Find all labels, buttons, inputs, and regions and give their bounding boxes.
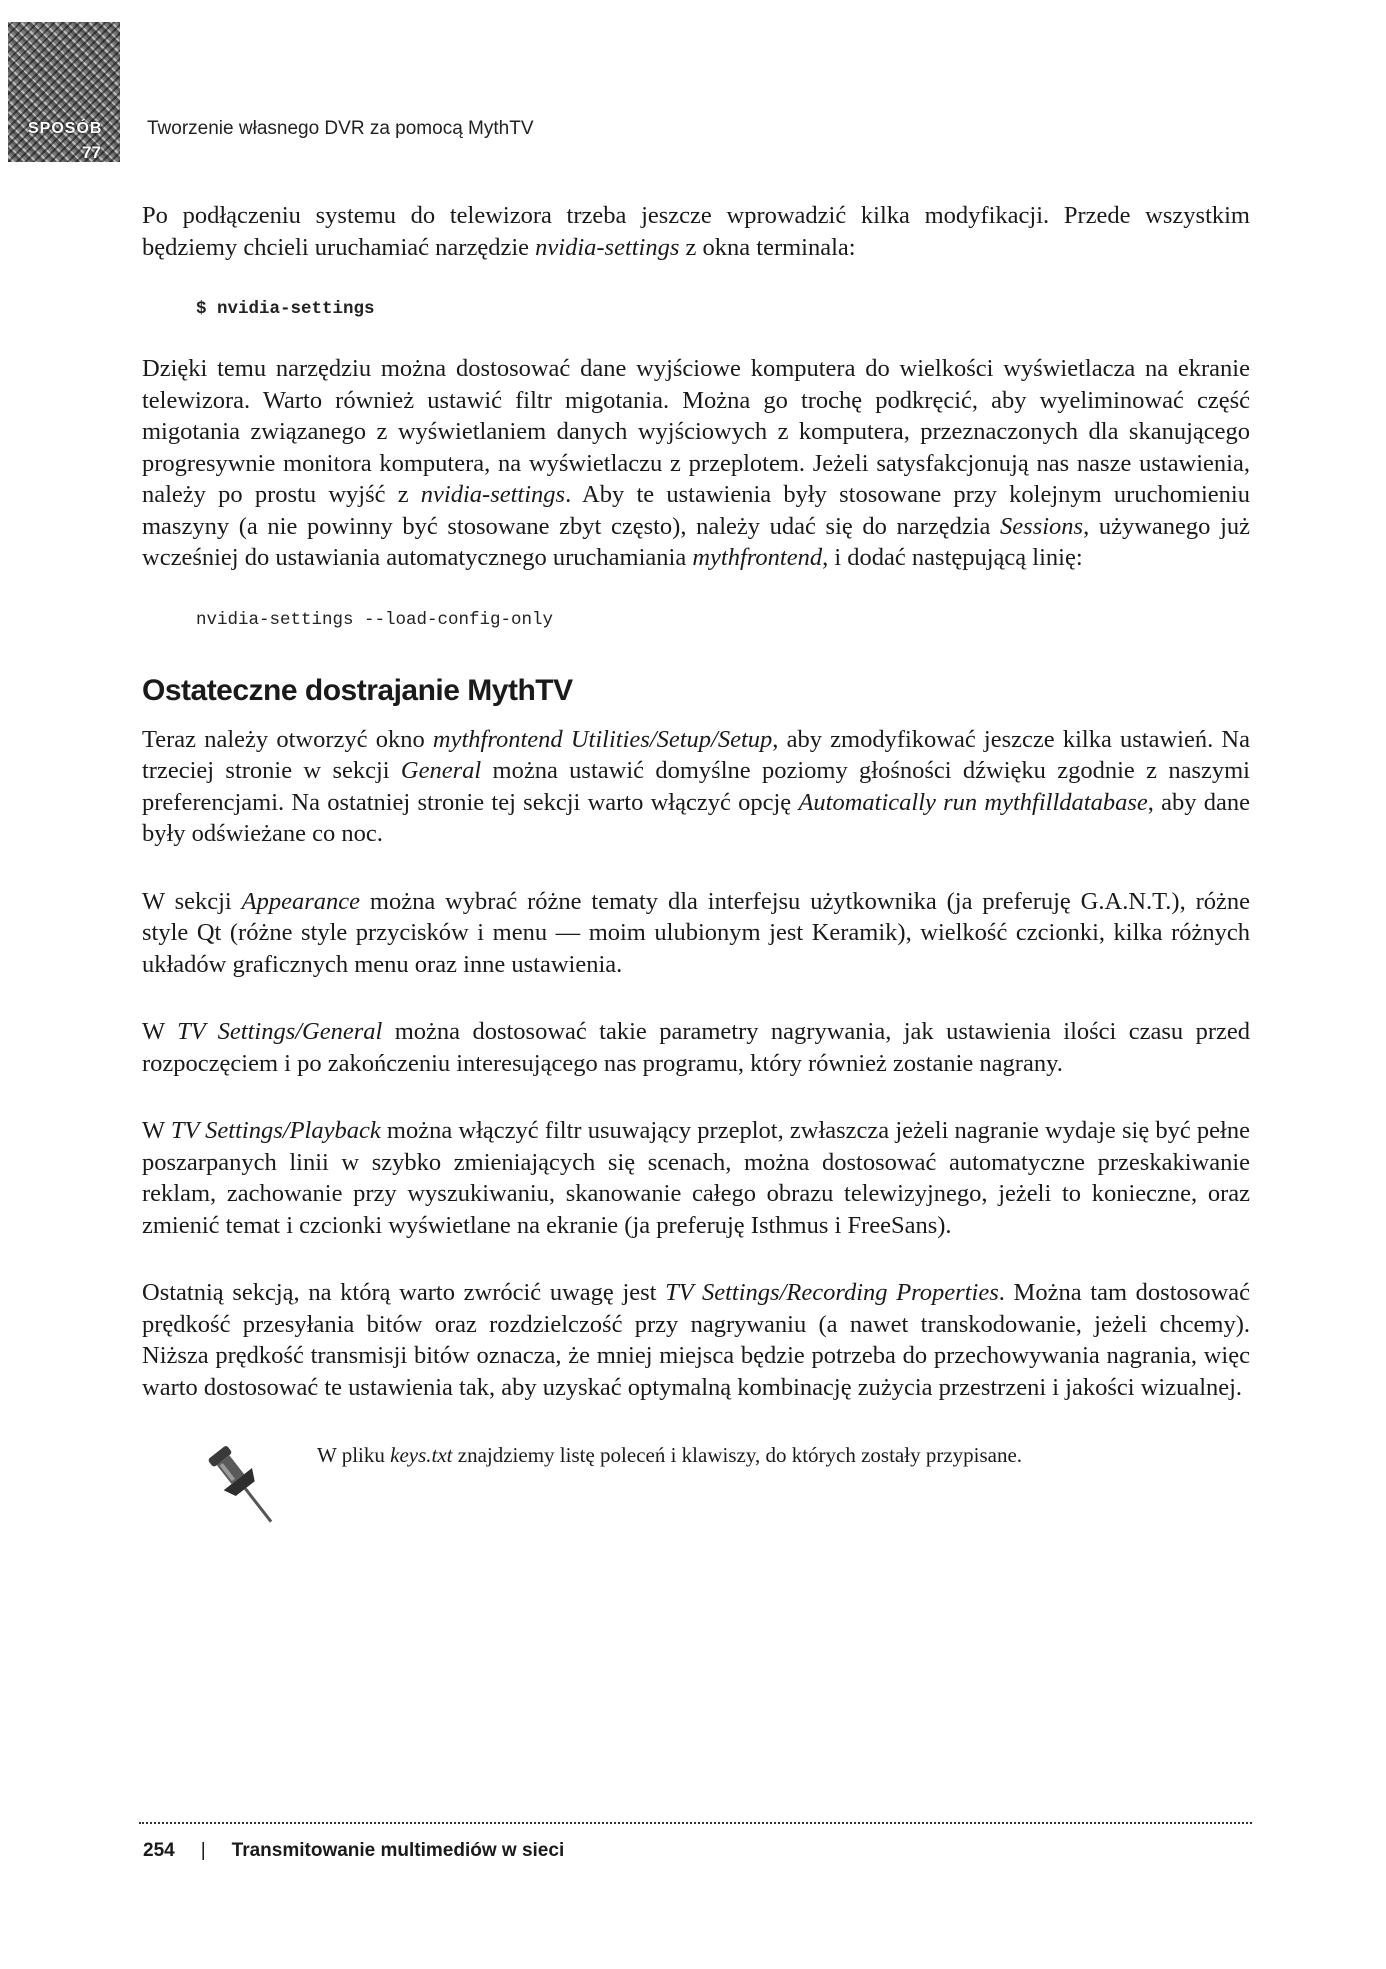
page-number: 254 [143,1840,175,1861]
code-block-1: $ nvidia-settings [196,299,375,319]
badge-word: SPOSÓB [28,120,103,137]
section-heading: Ostateczne dostrajanie MythTV [142,673,573,707]
footer-separator: | [200,1840,206,1861]
page-footer [143,1840,564,1862]
pushpin-icon [202,1439,286,1535]
footer-rule [139,1822,1252,1824]
paragraph-6: W TV Settings/Playback można włączyć filtr usuwający przeplot, zwłaszcza jeżeli nagranie wydaje się być pełne poszarpanych linii w szybko zmieniających się scenach, można dostosować automatyczne przeskakiwanie reklam, zachowanie przy wyszukiwaniu, skanowanie całego obrazu telewizyjnego, jeżeli to konieczne, oraz zmienić temat i czcionki wyświetlane na ekranie (ja preferuję Isthmus i FreeSans). [142,1117,1250,1239]
page-content [142,200,1250,1539]
section-badge [8,22,120,162]
badge-number: 77 [82,143,101,162]
paragraph-1: Po podłączeniu systemu do telewizora trzeba jeszcze wprowadzić kilka modyfikacji. Przede wszystkim będziemy chcieli uruchamiać narzędzie nvidia-settings z okna terminala: [142,202,1250,261]
paragraph-7: Ostatnią sekcją, na którą warto zwrócić uwagę jest TV Settings/Recording Properties. Można tam dostosować prędkość przesyłania bitów oraz rozdzielczość przy nagrywaniu (a nawet transkodowanie, jeżeli chcemy). Niższa prędkość transmisji bitów oznacza, że mniej miejsca będzie potrzeba do przechowywania nagrania, więc warto dostosować te ustawienia tak, aby uzyskać optymalną kombinację zużycia przestrzeni i jakości wizualnej. [142,1279,1251,1401]
note-box [142,1439,1250,1539]
chapter-title: Transmitowanie multimediów w sieci [231,1840,565,1861]
running-head: Tworzenie własnego DVR za pomocą MythTV [147,118,534,139]
paragraph-5: W TV Settings/General można dostosować takie parametry nagrywania, jak ustawienia ilości czasu przed rozpoczęciem i po zakończeniu interesującego nas programu, który również zostanie nagrany. [142,1018,1250,1077]
paragraph-3: Teraz należy otworzyć okno mythfrontend Utilities/Setup/Setup, aby zmodyfikować jeszcze kilka ustawień. Na trzeciej stronie w sekcji General można ustawić domyślne poziomy głośności dźwięku zgodnie z naszymi preferencjami. Na ostatniej stronie tej sekcji warto włączyć opcję Automatically run mythfilldatabase, aby dane były odświeżane co noc. [142,725,1251,847]
paragraph-2: Dzięki temu narzędziu można dostosować dane wyjściowe komputera do wielkości wyświetlacza na ekranie telewizora. Warto również ustawić filtr migotania. Można go trochę podkręcić, aby wyeliminować część migotania związanego z wyświetlaniem danych wyjściowych z komputera, przeznaczonych dla skanującego progresywnie monitora komputera, na wyświetlaczu z przeplotem. Jeżeli satysfakcjonują nas nasze ustawienia, należy po prostu wyjść z nvidia-settings. Aby te ustawienia były stosowane przy kolejnym uruchomieniu maszyny (a nie powinny być stosowane zbyt często), należy udać się do narzędzia Sessions, używanego już wcześniej do ustawiania automatycznego uruchamiania mythfrontend, i dodać następującą linię: [142,355,1251,571]
paragraph-4: W sekcji Appearance można wybrać różne tematy dla interfejsu użytkownika (ja preferuję G.A.N.T.), różne style Qt (różne style przycisków i menu — moim ulubionym jest Keramik), wielkość czcionki, kilka różnych układów graficznych menu oraz inne ustawienia. [142,887,1250,978]
code-block-2: nvidia-settings --load-config-only [196,609,554,630]
note-text: W pliku keys.txt znajdziemy listę poleceń i klawiszy, do których zostały przypisane. [317,1443,1023,1467]
